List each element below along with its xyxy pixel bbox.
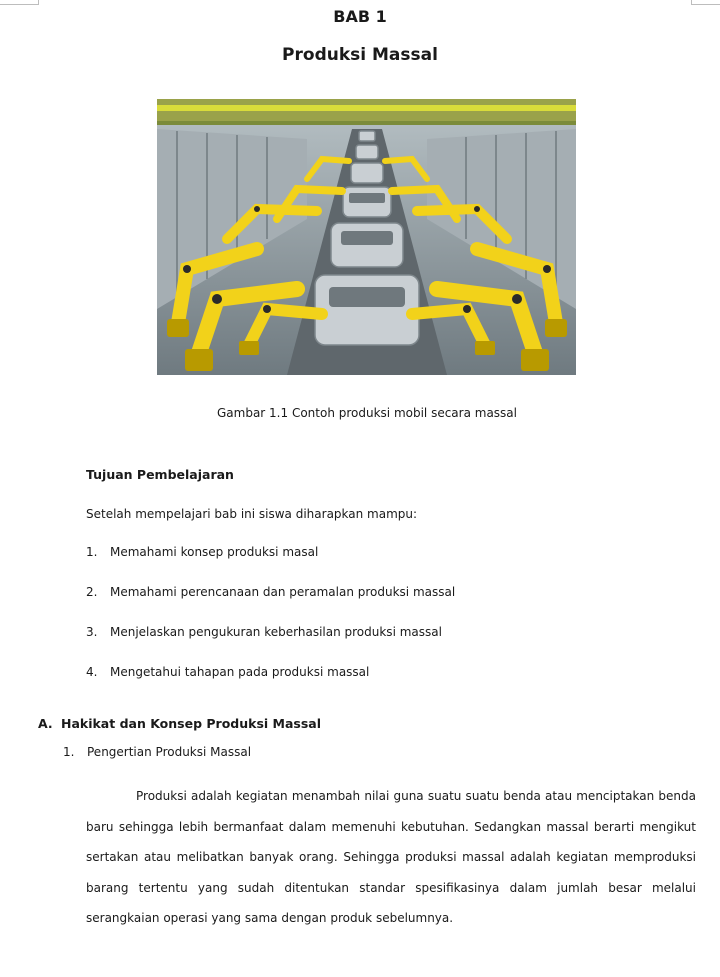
objective-item [86,625,442,639]
objectives-intro: Setelah mempelajari bab ini siswa diharapkan mampu: [86,507,418,521]
section-heading [38,716,321,731]
objective-item [86,585,455,599]
objective-number: 1. [86,545,98,559]
objective-text: Menjelaskan pengukuran keberhasilan produksi massal [110,625,442,639]
chapter-label: BAB 1 [333,7,387,26]
page-corner-mark-right [691,0,720,5]
objective-text: Memahami konsep produksi masal [110,545,319,559]
figure-car-assembly-line [157,99,576,375]
chapter-title: Produksi Massal [282,45,438,65]
subsection-heading [63,745,251,759]
subsection-number: 1. [63,745,75,759]
figure-caption: Gambar 1.1 Contoh produksi mobil secara massal [216,406,517,420]
section-letter: A. [38,716,53,731]
page-corner-mark-left [0,0,39,5]
objective-item [86,545,318,559]
objective-text: Memahami perencanaan dan peramalan produksi massal [110,585,456,599]
section-title: Hakikat dan Konsep Produksi Massal [61,716,321,731]
objective-number: 2. [86,585,98,599]
objectives-heading: Tujuan Pembelajaran [86,467,234,482]
objective-text: Mengetahui tahapan pada produksi massal [110,665,370,679]
body-paragraph: Produksi adalah kegiatan menambah nilai guna suatu suatu benda atau menciptakan benda baru sehingga lebih bermanfaat dalam memenuhi kebutuhan. Sedangkan massal berarti mengikut sertakan atau melibatkan banyak orang. Sehingga produksi massal adalah kegiatan memproduksi barang tertentu yang sudah ditentukan standar spesifikasinya dalam jumlah besar melalui serangkaian operasi yang sama dengan produk sebelumnya. [86,789,696,925]
objective-number: 4. [86,665,98,679]
objective-number: 3. [86,625,98,639]
subsection-title: Pengertian Produksi Massal [87,745,252,759]
objective-item [86,665,369,679]
